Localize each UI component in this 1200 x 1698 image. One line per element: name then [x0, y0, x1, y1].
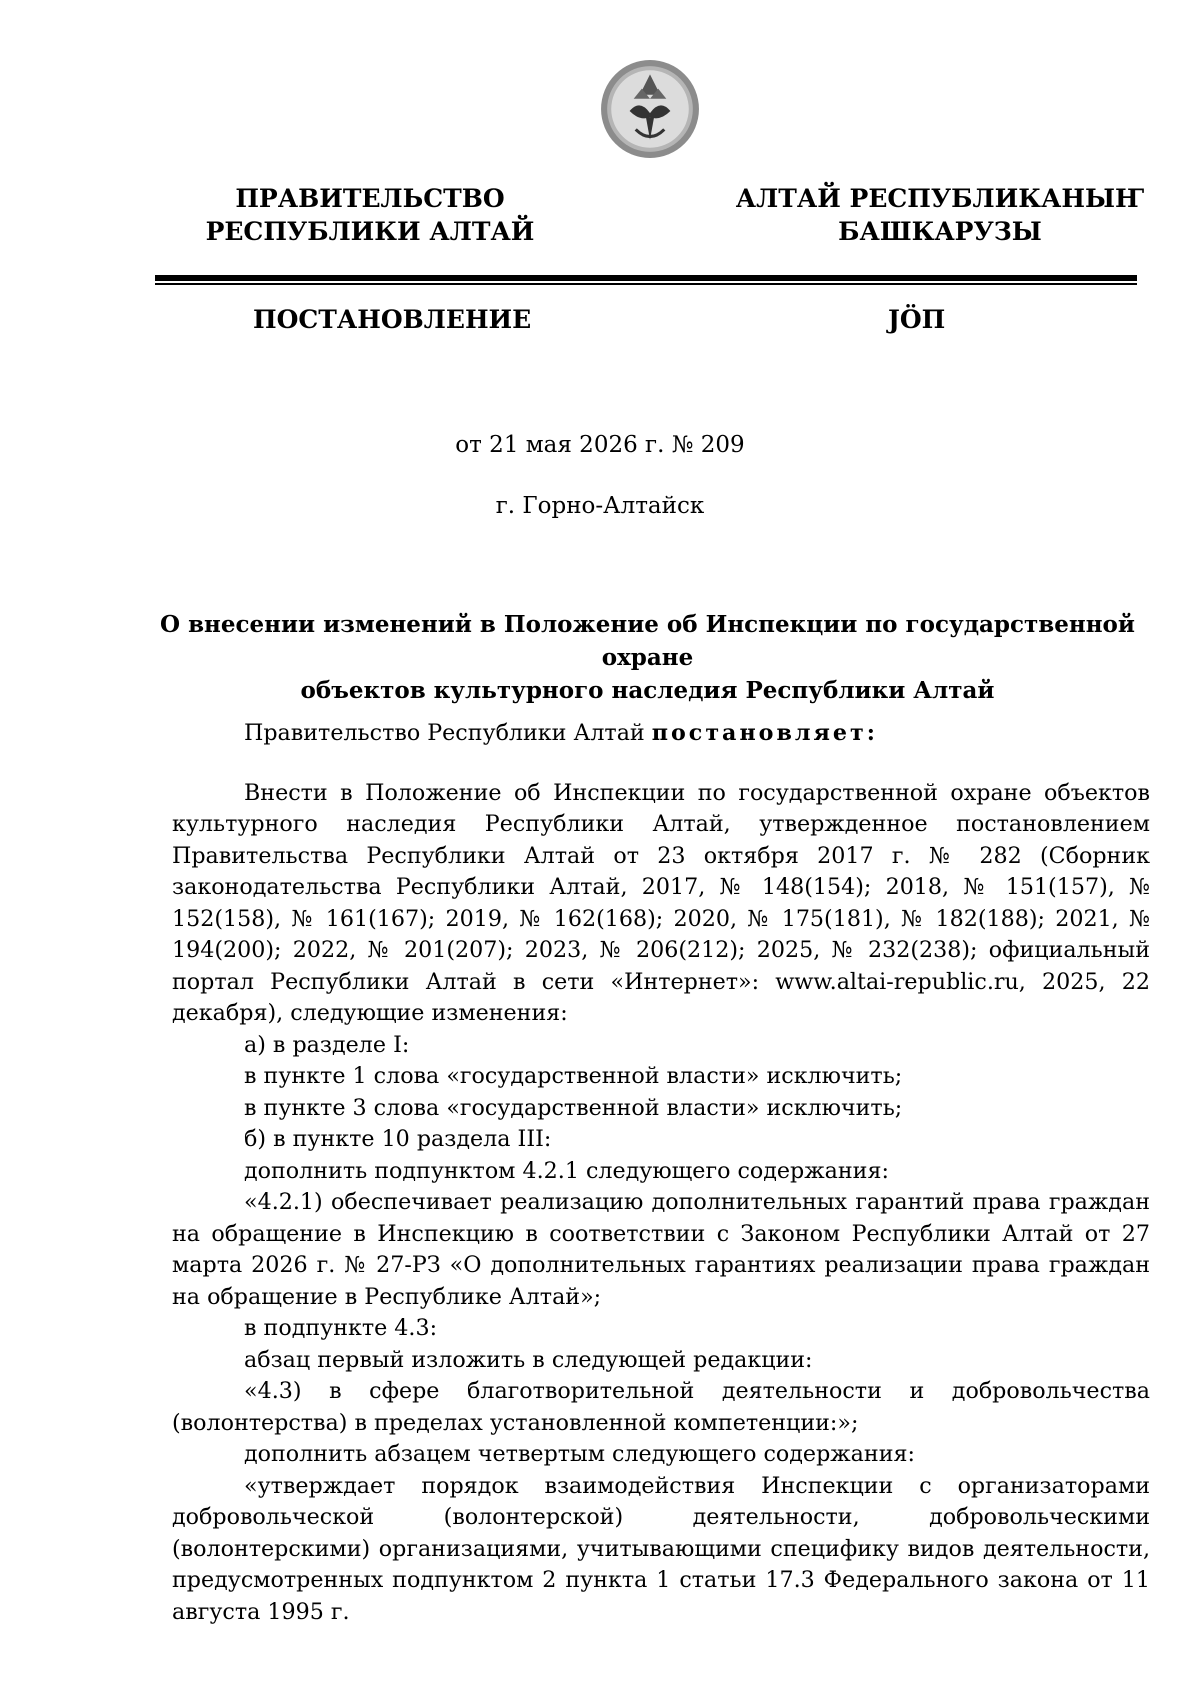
- intro-paragraph: [172, 718, 1150, 750]
- header-right: [730, 182, 1150, 248]
- paragraph-1: Внести в Положение об Инспекции по государственной охране объектов культурного наследия Республики Алтай, утвержденное постановлением Правительства Республики Алтай от 23 октября 2017 г. № 282 (Сборник законодательства Республики Алтай, 2017, № 148(154); 2018, № 151(157), № 152(158), № 161(167); 2019, № 162(168); 2020, № 175(181), № 182(188); 2021, № 194(200); 2022, № 201(207); 2023, № 206(212); 2025, № 232(238); официальный портал Республики Алтай в сети «Интернет»: www.altai-republic.ru, 2025, 22 декабря), следующие изменения:: [172, 779, 1150, 1026]
- title-line1: О внесении изменений в Положение об Инспекции по государственной охране: [160, 611, 1135, 671]
- header-divider-thick: [155, 275, 1137, 281]
- document-title: [150, 608, 1145, 707]
- document-body: [172, 718, 1150, 1628]
- date-number: от 21 мая 2026 г. № 209: [455, 432, 745, 458]
- doc-type-right: JӦП: [888, 305, 946, 334]
- paragraph-3: в пункте 1 слова «государственной власти» исключить;: [244, 1063, 903, 1089]
- paragraph-2: а) в разделе I:: [244, 1031, 410, 1058]
- city: г. Горно-Алтайск: [495, 493, 705, 519]
- paragraph-8: в подпункте 4.3:: [244, 1315, 438, 1341]
- header-left: [160, 182, 580, 248]
- title-line2: объектов культурного наследия Республики Алтай: [300, 677, 995, 704]
- paragraph-10: «4.3) в сфере благотворительной деятельности и добровольчества (волонтерства) в пределах установленной компетенции:»;: [172, 1378, 1150, 1436]
- paragraph-5: б) в пункте 10 раздела III:: [244, 1126, 552, 1152]
- header-right-line2: БАШКАРУЗЫ: [838, 217, 1042, 246]
- paragraph-12: «утверждает порядок взаимодействия Инспекции с организаторами добровольческой (волонтерской) деятельности, добровольческими (волонтерскими) организациями, учитывающими специфику видов деятельности, предусмотренных подпунктом 2 пункта 1 статьи 17.3 Федерального закона от 11 августа 1995 г.: [172, 1472, 1150, 1625]
- paragraph-4: в пункте 3 слова «государственной власти» исключить;: [244, 1094, 903, 1121]
- paragraph-9: абзац первый изложить в следующей редакции:: [244, 1346, 813, 1373]
- coat-of-arms-emblem: [599, 58, 701, 160]
- paragraph-11: дополнить абзацем четвертым следующего содержания:: [244, 1441, 915, 1467]
- header-left-line2: РЕСПУБЛИКИ АЛТАЙ: [205, 217, 535, 246]
- doc-type-left: ПОСТАНОВЛЕНИЕ: [253, 305, 532, 334]
- header-right-line1: АЛТАЙ РЕСПУБЛИКАНЫҤ: [735, 184, 1145, 213]
- header-left-line1: ПРАВИТЕЛЬСТВО: [235, 184, 505, 213]
- intro-emphasis: постановляет:: [651, 720, 878, 746]
- paragraph-7: «4.2.1) обеспечивает реализацию дополнительных гарантий права граждан на обращение в Инспекцию в соответствии с Законом Республики Алтай от 27 марта 2026 г. № 27-РЗ «О дополнительных гарантиях реализации права граждан на обращение в Республике Алтай»;: [172, 1189, 1150, 1310]
- intro-prefix: Правительство Республики Алтай: [244, 720, 652, 746]
- header-divider-thin: [155, 283, 1137, 285]
- paragraph-6: дополнить подпунктом 4.2.1 следующего содержания:: [244, 1157, 889, 1184]
